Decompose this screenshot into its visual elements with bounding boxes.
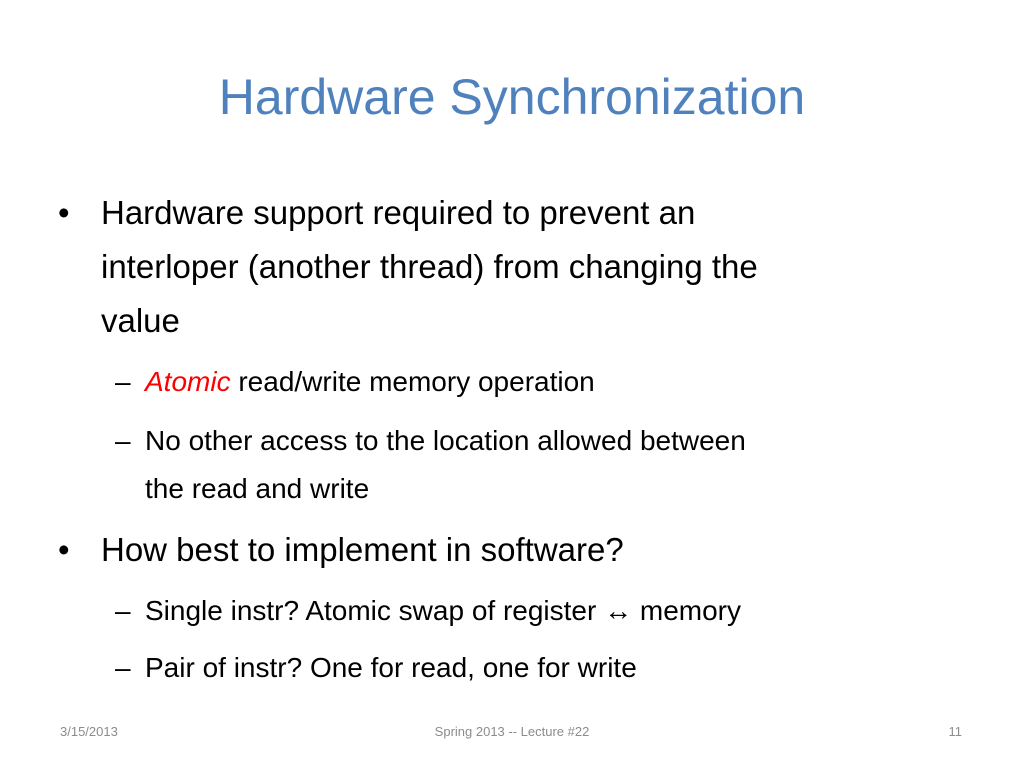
- sub-bullet-1-1-text: read/write memory operation: [230, 366, 595, 397]
- footer-page-number: 11: [948, 724, 962, 739]
- sub-bullet-marker: –: [115, 366, 131, 397]
- bullet-marker: •: [58, 531, 70, 568]
- footer-lecture: Spring 2013 -- Lecture #22: [434, 724, 590, 739]
- bullet-2-line-1: How best to implement in software?: [101, 531, 624, 568]
- sub-bullet-1-1: [115, 358, 595, 406]
- sub-bullet-marker: –: [115, 652, 131, 683]
- slide-title: Hardware Synchronization: [218, 69, 806, 125]
- bullet-1-line-2: interloper (another thread) from changing the: [101, 248, 758, 285]
- atomic-emphasis: Atomic: [145, 366, 231, 397]
- sub-bullet-marker: –: [115, 425, 131, 456]
- bullet-2: [58, 523, 624, 577]
- bullet-1-line-1: Hardware support required to prevent an: [101, 194, 696, 231]
- sub-bullet-2-1: [115, 587, 741, 635]
- sub-bullet-2-2: [115, 644, 637, 692]
- sub-bullet-2-2-text: Pair of instr? One for read, one for write: [145, 652, 637, 683]
- bullet-1: [58, 186, 758, 348]
- bullet-1-line-3: value: [101, 302, 180, 339]
- footer-date: 3/15/2013: [60, 724, 118, 739]
- sub-bullet-1-2-line-2: the read and write: [145, 473, 370, 504]
- sub-bullet-1-2: [115, 417, 746, 513]
- sub-bullet-1-2-line-1: No other access to the location allowed between: [145, 425, 746, 456]
- bullet-marker: •: [58, 194, 70, 231]
- sub-bullet-2-1-text: Single instr? Atomic swap of register ↔ memory: [145, 595, 741, 626]
- sub-bullet-marker: –: [115, 595, 131, 626]
